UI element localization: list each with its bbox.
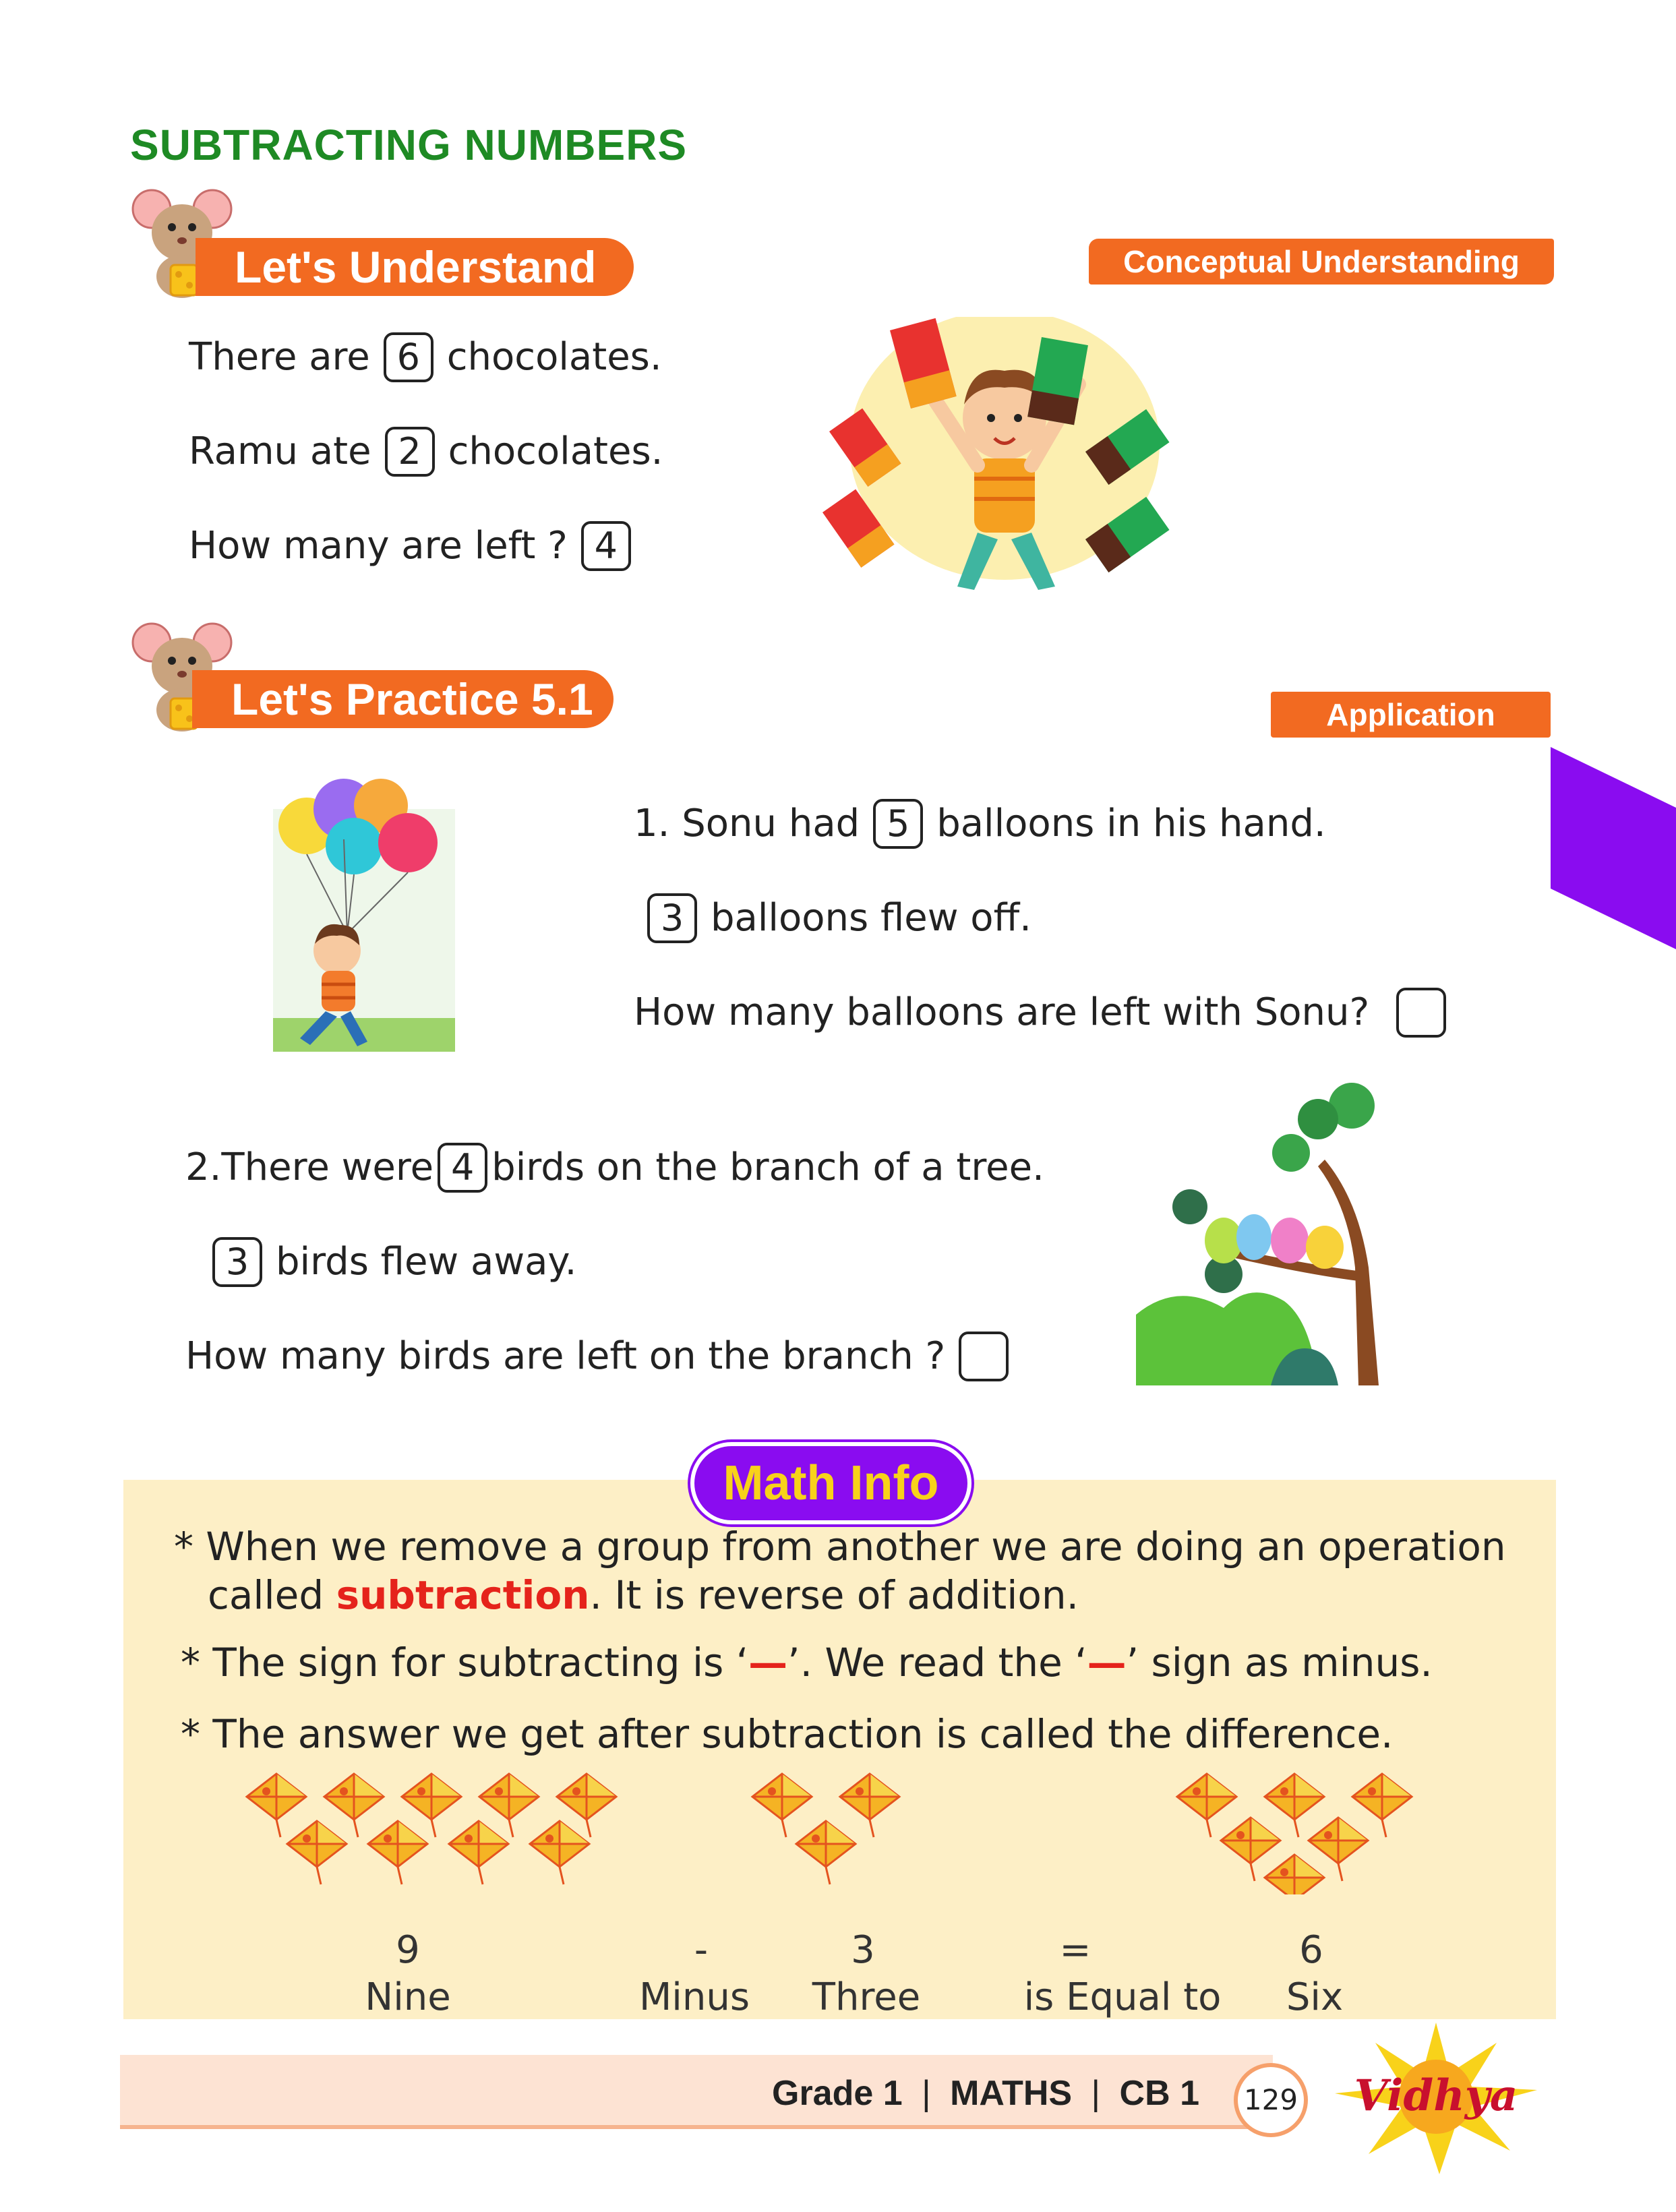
footer-book: CB 1 [1119,2074,1199,2113]
equation-word-4: Six [1286,1975,1344,2019]
page-title: SUBTRACTING NUMBERS [130,121,688,169]
sentence-text: . It is reverse of addition. [589,1572,1079,1618]
equation-symbol-0: 9 [396,1928,420,1972]
answer-box[interactable] [959,1332,1009,1381]
math-info-title-text: Math Info [723,1456,939,1510]
key-term-subtraction: subtraction [336,1572,590,1618]
math-info-bullet-1b [208,1572,1079,1618]
equation-word-2: Three [812,1975,921,2019]
number-box: 6 [384,332,433,382]
question-text: How many are left ? [189,524,568,568]
section-tab-marker [1551,747,1676,949]
sentence-text: ’ sign as minus. [1126,1640,1433,1685]
birds-on-tree-illustration [1136,1079,1406,1385]
math-info-bullet-3: * The answer we get after subtraction is called the difference. [181,1711,1394,1757]
practice-q2-line-2 [212,1235,576,1289]
sentence-text: chocolates. [446,335,662,379]
minus-sign: — [1087,1640,1127,1685]
number-box: 4 [438,1143,487,1193]
boy-with-chocolates-illustration [802,317,1207,600]
equation-symbol-3: = [1059,1928,1091,1972]
vidhya-logo [1321,2016,1551,2178]
practice-q1-line-2 [647,891,1031,945]
sentence-text: ’. We read the ‘ [787,1640,1087,1685]
sentence-text: * The sign for subtracting is ‘ [181,1640,749,1685]
tag-conceptual-understanding: Conceptual Understanding [1089,239,1554,285]
equation-symbol-1: - [694,1928,709,1972]
footer-grade: Grade 1 [772,2074,903,2113]
minus-sign: — [748,1640,788,1685]
question-text: How many balloons are left with Sonu? [634,990,1370,1034]
page-number: 129 [1234,2063,1308,2137]
footer-course-label [772,2073,1199,2114]
practice-q1-line-3 [634,986,1460,1040]
sentence-text: birds on the branch of a tree. [491,1145,1044,1189]
section-title-practice: Let's Practice 5.1 [192,670,613,728]
footer-separator: | [1091,2074,1101,2113]
number-box: 3 [212,1237,262,1287]
answer-box: 4 [581,521,631,571]
sentence-text: called [208,1572,324,1618]
sentence-text: birds flew away. [276,1240,577,1284]
understand-line-2 [189,425,663,479]
section-title-understand: Let's Understand [196,238,634,296]
math-info-bullet-1a: * When we remove a group from another we are doing an operation [174,1524,1506,1570]
number-box: 2 [385,427,435,477]
number-box: 3 [647,893,697,943]
equation-word-3: is Equal to [1023,1975,1222,2019]
equation-symbol-4: 6 [1299,1928,1323,1972]
practice-q2-line-3 [185,1329,1022,1383]
kite-groups-illustration [229,1766,1456,1894]
answer-box[interactable] [1396,988,1446,1038]
understand-line-1 [189,330,662,384]
sentence-text: chocolates. [448,429,663,473]
sentence-text: 2.There were [185,1145,434,1189]
understand-line-3 [189,519,645,573]
equation-symbol-2: 3 [851,1928,875,1972]
equation-word-0: Nine [365,1975,451,2019]
math-info-title [694,1446,967,1520]
tag-application: Application [1271,692,1551,738]
sentence-text: Ramu ate [189,429,371,473]
sentence-text: balloons in his hand. [936,802,1326,845]
vidhya-logo-text: Vidhya [1354,2070,1518,2121]
sentence-text: There are [189,335,370,379]
number-box: 5 [873,799,923,849]
equation-word-1: Minus [638,1975,750,2019]
math-info-bullet-2 [181,1640,1433,1685]
footer-separator: | [922,2074,931,2113]
question-text: How many birds are left on the branch ? [185,1334,946,1378]
practice-q1-line-1 [634,797,1326,851]
sentence-text: balloons flew off. [711,896,1031,940]
practice-q2-line-1 [185,1141,1044,1195]
sentence-text: 1. Sonu had [634,802,860,845]
boy-with-balloons-illustration [273,769,455,1052]
footer-subject: MATHS [950,2074,1073,2113]
